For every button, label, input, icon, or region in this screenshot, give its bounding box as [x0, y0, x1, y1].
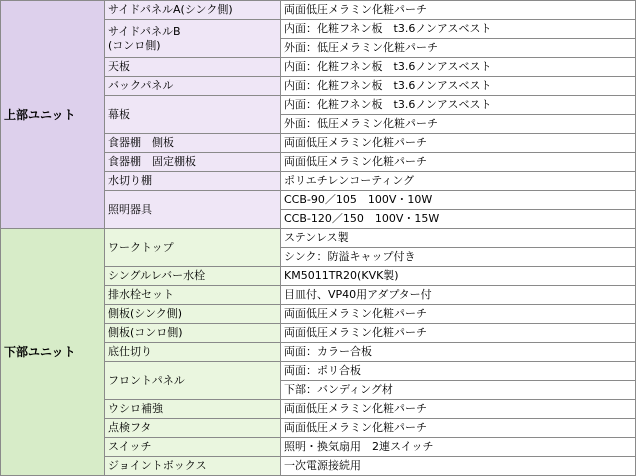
part-spec-value: 内面：化粧フネン板 t3.6ノンアスベスト — [281, 96, 636, 115]
section-label-upper: 上部ユニット — [1, 1, 105, 229]
part-spec-value: 外面：低圧メラミン化粧パーチ — [281, 39, 636, 58]
part-spec-value: 目皿付、VP40用アダプター付 — [281, 286, 636, 305]
part-name: バックパネル — [105, 77, 281, 96]
table-row — [1, 1, 636, 20]
part-spec-value: 照明・換気扇用 2連スイッチ — [281, 438, 636, 457]
part-name: ワークトップ — [105, 229, 281, 267]
part-spec-value: 両面低圧メラミン化粧パーチ — [281, 1, 636, 20]
part-spec-value: 両面：カラー合板 — [281, 343, 636, 362]
part-spec-value: 両面低圧メラミン化粧パーチ — [281, 324, 636, 343]
part-name: 底仕切り — [105, 343, 281, 362]
part-spec-value: 両面：ポリ合板 — [281, 362, 636, 381]
part-spec-value: 両面低圧メラミン化粧パーチ — [281, 419, 636, 438]
part-name: ジョイントボックス — [105, 457, 281, 476]
part-spec-value: ポリエチレンコーティング — [281, 172, 636, 191]
part-name: フロントパネル — [105, 362, 281, 400]
part-name: 食器棚 側板 — [105, 134, 281, 153]
part-spec-value: CCB-90／105 100V・10W — [281, 191, 636, 210]
part-name: 点検フタ — [105, 419, 281, 438]
part-spec-value: KM5011TR20(KVK製) — [281, 267, 636, 286]
part-spec-value: 内面：化粧フネン板 t3.6ノンアスベスト — [281, 58, 636, 77]
parts-spec-table-body — [1, 1, 636, 476]
part-name: ウシロ補強 — [105, 400, 281, 419]
part-spec-value: 両面低圧メラミン化粧パーチ — [281, 134, 636, 153]
part-name: 食器棚 固定棚板 — [105, 153, 281, 172]
table-row — [1, 229, 636, 248]
part-spec-value: 両面低圧メラミン化粧パーチ — [281, 153, 636, 172]
section-label-lower: 下部ユニット — [1, 229, 105, 476]
part-name — [105, 20, 281, 58]
part-spec-value: 内面：化粧フネン板 t3.6ノンアスベスト — [281, 20, 636, 39]
part-name: 幕板 — [105, 96, 281, 134]
part-spec-value: 外面：低圧メラミン化粧パーチ — [281, 115, 636, 134]
part-name: 天板 — [105, 58, 281, 77]
part-spec-value: 両面低圧メラミン化粧パーチ — [281, 400, 636, 419]
part-name: 側板(コンロ側) — [105, 324, 281, 343]
part-name-line: サイドパネルB — [108, 24, 181, 38]
part-spec-value: CCB-120／150 100V・15W — [281, 210, 636, 229]
part-name-line: (コンロ側) — [108, 38, 161, 52]
part-spec-value: 両面低圧メラミン化粧パーチ — [281, 305, 636, 324]
part-name: 照明器具 — [105, 191, 281, 229]
part-name: サイドパネルA(シンク側) — [105, 1, 281, 20]
part-spec-value: 一次電源接続用 — [281, 457, 636, 476]
part-spec-value: シンク：防溢キャップ付き — [281, 248, 636, 267]
part-spec-value: ステンレス製 — [281, 229, 636, 248]
part-name: シングルレバー水栓 — [105, 267, 281, 286]
part-name: 側板(シンク側) — [105, 305, 281, 324]
part-spec-value: 下部：バンディング材 — [281, 381, 636, 400]
part-name: スイッチ — [105, 438, 281, 457]
part-name: 水切り棚 — [105, 172, 281, 191]
part-name: 排水栓セット — [105, 286, 281, 305]
part-spec-value: 内面：化粧フネン板 t3.6ノンアスベスト — [281, 77, 636, 96]
